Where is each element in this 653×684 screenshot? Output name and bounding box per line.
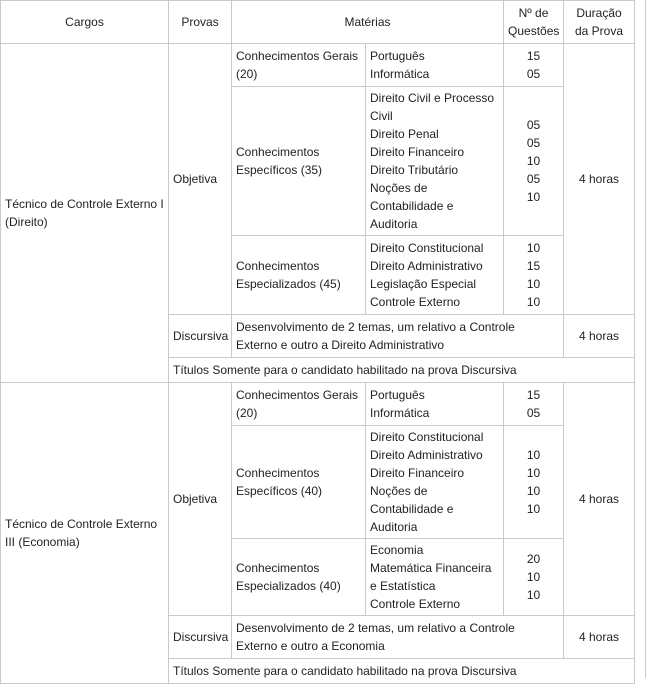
questoes-item: 10: [526, 190, 541, 204]
questoes-cell: [504, 44, 564, 87]
materia-item: Direito Financeiro: [370, 466, 465, 480]
duracao-discursiva-cell: 4 horas: [564, 616, 635, 659]
materia-item: Direito Tributário: [370, 163, 459, 177]
header-provas: Provas: [169, 1, 232, 44]
materia-item: Direito Penal: [370, 127, 439, 141]
header-cargos: Cargos: [1, 1, 169, 44]
discursiva-descricao-cell: Desenvolvimento de 2 temas, um relativo a Controle Externo e outro a Economia: [232, 616, 564, 659]
grupo-cell: Conhecimentos Específicos (40): [232, 426, 366, 539]
duracao-objetiva-cell: 4 horas: [564, 383, 635, 616]
cargo-cell: Técnico de Controle Externo I (Direito): [1, 44, 169, 383]
questoes-item: 10: [526, 588, 541, 602]
questoes-item: 05: [526, 172, 541, 186]
questoes-item: 10: [526, 448, 541, 462]
page-border: [645, 0, 646, 678]
prova-discursiva-cell: Discursiva: [169, 616, 232, 659]
materia-item: Informática: [370, 406, 430, 420]
table-row: [1, 383, 635, 426]
materia-item: Informática: [370, 67, 430, 81]
materia-item: Matemática Financeira e Estatística: [370, 561, 492, 593]
materia-item: Direito Constitucional: [370, 430, 484, 444]
questoes-cell: [504, 383, 564, 426]
prova-discursiva-cell: Discursiva: [169, 315, 232, 358]
grupo-cell: Conhecimentos Gerais (20): [232, 383, 366, 426]
questoes-item: 05: [526, 67, 541, 81]
grupo-cell: Conhecimentos Específicos (35): [232, 87, 366, 236]
titulos-cell: Títulos Somente para o candidato habilitado na prova Discursiva: [169, 358, 635, 383]
materia-item: Controle Externo: [370, 295, 461, 309]
materias-cell: [366, 539, 504, 616]
questoes-item: 05: [526, 118, 541, 132]
questoes-item: 10: [526, 466, 541, 480]
questoes-item: 10: [526, 154, 541, 168]
titulos-cell: Títulos Somente para o candidato habilitado na prova Discursiva: [169, 659, 635, 684]
questoes-cell: [504, 426, 564, 539]
questoes-item: 10: [526, 502, 541, 516]
grupo-cell: Conhecimentos Gerais (20): [232, 44, 366, 87]
prova-objetiva-cell: Objetiva: [169, 383, 232, 616]
duracao-discursiva-cell: 4 horas: [564, 315, 635, 358]
questoes-item: 15: [526, 259, 541, 273]
duracao-objetiva-cell: 4 horas: [564, 44, 635, 315]
materias-cell: [366, 236, 504, 315]
header-materias: Matérias: [232, 1, 504, 44]
materias-cell: [366, 383, 504, 426]
grupo-cell: Conhecimentos Especializados (45): [232, 236, 366, 315]
prova-objetiva-cell: Objetiva: [169, 44, 232, 315]
materias-cell: [366, 44, 504, 87]
questoes-item: 10: [526, 484, 541, 498]
materia-item: Direito Civil e Processo Civil: [370, 91, 495, 123]
materia-item: Direito Financeiro: [370, 145, 465, 159]
questoes-cell: [504, 539, 564, 616]
questoes-item: 05: [526, 406, 541, 420]
materia-item: Controle Externo: [370, 597, 461, 611]
header-duracao: Duração da Prova: [564, 1, 635, 44]
questoes-item: 10: [526, 241, 541, 255]
materia-item: Direito Administrativo: [370, 448, 483, 462]
questoes-item: 05: [526, 136, 541, 150]
discursiva-descricao-cell: Desenvolvimento de 2 temas, um relativo a Controle Externo e outro a Direito Administrativo: [232, 315, 564, 358]
questoes-item: 10: [526, 295, 541, 309]
cargo-cell: Técnico de Controle Externo III (Economia): [1, 383, 169, 684]
questoes-item: 15: [526, 388, 541, 402]
table-row: [1, 44, 635, 87]
materia-item: Noções de Contabilidade e Auditoria: [370, 181, 454, 231]
questoes-item: 15: [526, 49, 541, 63]
questoes-item: 20: [526, 552, 541, 566]
materia-item: Legislação Especial: [370, 277, 477, 291]
header-row: [1, 1, 635, 44]
questoes-item: 10: [526, 277, 541, 291]
header-questoes: Nº de Questões: [504, 1, 564, 44]
questoes-cell: [504, 236, 564, 315]
materia-item: Economia: [370, 543, 424, 557]
questoes-cell: [504, 87, 564, 236]
materias-cell: [366, 426, 504, 539]
grupo-cell: Conhecimentos Especializados (40): [232, 539, 366, 616]
materias-cell: [366, 87, 504, 236]
materia-item: Noções de Contabilidade e Auditoria: [370, 484, 454, 534]
questoes-item: 10: [526, 570, 541, 584]
materia-item: Direito Constitucional: [370, 241, 484, 255]
materia-item: Português: [370, 388, 425, 402]
materia-item: Português: [370, 49, 425, 63]
materia-item: Direito Administrativo: [370, 259, 483, 273]
